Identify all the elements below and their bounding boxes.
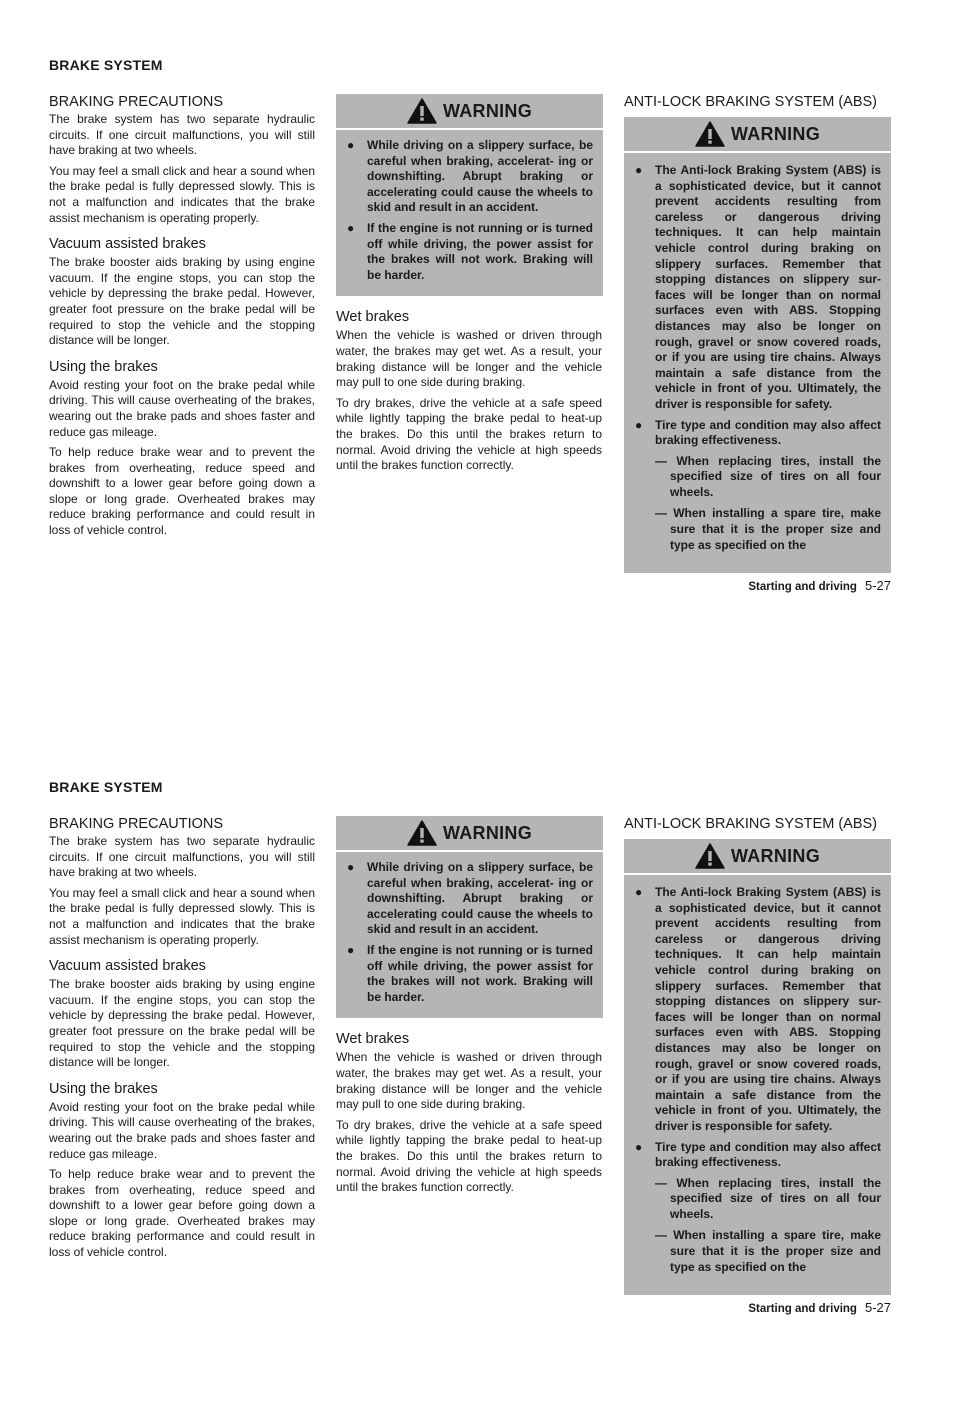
- warning-box: [336, 816, 603, 1018]
- paragraph: The brake booster aids braking by using engine vacuum. If the engine stops, you can stop the vehicle by depressing the brake pedal. However, greater foot pressure on the brake pedal will be required to stop the vehicle and the stopping distance will be longer.: [49, 255, 315, 348]
- braking-precautions-heading: BRAKING PRECAUTIONS: [49, 94, 224, 110]
- left-column: [49, 816, 315, 1266]
- warning-item-text: The Anti-lock Braking System (ABS) is a sophisticated device, but it cannot prevent accidents resulting from careless or dangerous driving techniques. It can help maintain vehicle control during braking on slippery surfaces. Remember that stopping distances on slippery sur- faces will be longer than on normal surfaces even with ABS. Stopping distances may also be longer on rough, gravel or snow covered roads, or if you are using tire chains. Always maintain a safe distance from the vehicle in front of you. Ultimately, the driver is responsible for safety.: [655, 163, 881, 411]
- manual-page-top: [0, 40, 954, 700]
- warning-subitem: — When installing a spare tire, make sure that it is the proper size and type as specified on the: [655, 506, 881, 552]
- warning-header: [624, 117, 891, 153]
- warning-header: [336, 94, 603, 130]
- abs-heading: ANTI-LOCK BRAKING SYSTEM (ABS): [624, 94, 877, 110]
- warning-item: [634, 418, 881, 449]
- chapter-name: Starting and driving: [748, 581, 857, 593]
- paragraph: To dry brakes, drive the vehicle at a safe speed while lightly tapping the brake pedal to heat-up the brakes. Do this until the brakes return to normal. Avoid driving the vehicle at high speeds until the brakes function correctly.: [336, 395, 602, 473]
- bullet: ●: [635, 163, 643, 177]
- warning-list: [336, 130, 603, 296]
- section-title: BRAKE SYSTEM: [49, 57, 163, 73]
- warning-item-text: Tire type and condition may also affect braking effectiveness.: [655, 1139, 881, 1170]
- paragraph: When the vehicle is washed or driven through water, the brakes may get wet. As a result, your braking distance will be longer and the vehicle may pull to one side during braking.: [336, 1050, 602, 1112]
- warning-label: WARNING: [442, 100, 533, 121]
- chapter-name: Starting and driving: [748, 1303, 857, 1315]
- middle-column: [336, 816, 602, 1201]
- paragraph: Avoid resting your foot on the brake pedal while driving. This will cause overheating of the brakes, wearing out the brake pads and shoes faster and reduce gas mileage.: [49, 377, 315, 439]
- warning-item-text: While driving on a slippery surface, be careful when braking, accelerat- ing or downshifting. Abrupt braking or accelerating could cause the wheels to skid and result in an accident.: [367, 138, 593, 215]
- right-column: [624, 94, 890, 573]
- page-footer: [748, 1300, 891, 1315]
- vacuum-brakes-heading: Vacuum assisted brakes: [49, 236, 206, 253]
- using-brakes-heading: Using the brakes: [49, 358, 158, 375]
- paragraph: The brake system has two separate hydraulic circuits. If one circuit malfunctions, you will still have braking at two wheels.: [49, 112, 315, 158]
- warning-subitem: — When replacing tires, install the specified size of tires on all four wheels.: [655, 1175, 881, 1221]
- warning-item-text: While driving on a slippery surface, be careful when braking, accelerat- ing or downshifting. Abrupt braking or accelerating could cause the wheels to skid and result in an accident.: [367, 860, 593, 937]
- warning-item: [346, 138, 593, 216]
- warning-subitem: — When installing a spare tire, make sure that it is the proper size and type as specified on the: [655, 1228, 881, 1274]
- warning-triangle-icon: [695, 121, 725, 147]
- warning-subitem: — When replacing tires, install the specified size of tires on all four wheels.: [655, 453, 881, 499]
- page-number: 5-27: [864, 1300, 891, 1315]
- middle-column: [336, 94, 602, 479]
- bullet: ●: [635, 885, 643, 899]
- warning-item-text: The Anti-lock Braking System (ABS) is a sophisticated device, but it cannot prevent accidents resulting from careless or dangerous driving techniques. It can help maintain vehicle control during braking on slippery surfaces. Remember that stopping distances on slippery sur- faces will be longer than on normal surfaces even with ABS. Stopping distances may also be longer on rough, gravel or snow covered roads, or if you are using tire chains. Always maintain a safe distance from the vehicle in front of you. Ultimately, the driver is responsible for safety.: [655, 885, 881, 1133]
- abs-warning-box: [624, 117, 891, 573]
- warning-item-text: Tire type and condition may also affect braking effectiveness.: [655, 417, 881, 448]
- warning-item: [346, 860, 593, 938]
- vacuum-brakes-heading: Vacuum assisted brakes: [49, 958, 206, 975]
- paragraph: To help reduce brake wear and to prevent the brakes from overheating, reduce speed and downshift to a lower gear before going down a slope or long grade. Overheated brakes may reduce braking performance and could result in loss of vehicle control.: [49, 445, 315, 538]
- warning-item: [634, 163, 881, 413]
- braking-precautions-heading: BRAKING PRECAUTIONS: [49, 816, 224, 832]
- abs-heading: ANTI-LOCK BRAKING SYSTEM (ABS): [624, 816, 877, 832]
- bullet: ●: [635, 1139, 643, 1154]
- warning-header: [624, 839, 891, 875]
- warning-item: [634, 1140, 881, 1171]
- warning-item: [346, 221, 593, 283]
- warning-triangle-icon: [407, 820, 437, 846]
- warning-label: WARNING: [730, 123, 821, 144]
- paragraph: You may feel a small click and hear a sound when the brake pedal is fully depressed slowly. This is not a malfunction and indicates that the brake assist mechanism is operating properly.: [49, 885, 315, 947]
- wet-brakes-heading: Wet brakes: [336, 309, 410, 326]
- paragraph: The brake booster aids braking by using engine vacuum. If the engine stops, you can stop the vehicle by depressing the brake pedal. However, greater foot pressure on the brake pedal will be required to stop the vehicle and the stopping distance will be longer.: [49, 977, 315, 1070]
- paragraph: The brake system has two separate hydraulic circuits. If one circuit malfunctions, you will still have braking at two wheels.: [49, 834, 315, 880]
- warning-item-text: If the engine is not running or is turned off while driving, the power assist for the brakes will not work. Braking will be harder.: [367, 220, 593, 282]
- paragraph: To dry brakes, drive the vehicle at a safe speed while lightly tapping the brake pedal to heat-up the brakes. Do this until the brakes return to normal. Avoid driving the vehicle at high speeds until the brakes function correctly.: [336, 1117, 602, 1195]
- warning-triangle-icon: [407, 98, 437, 124]
- warning-item: [346, 943, 593, 1005]
- warning-triangle-icon: [695, 843, 725, 869]
- warning-list: [336, 852, 603, 1018]
- warning-item-text: If the engine is not running or is turned off while driving, the power assist for the brakes will not work. Braking will be harder.: [367, 942, 593, 1004]
- abs-warning-box: [624, 839, 891, 1295]
- manual-page-bottom: [0, 762, 954, 1422]
- bullet: ●: [347, 220, 355, 235]
- section-title: BRAKE SYSTEM: [49, 779, 163, 795]
- using-brakes-heading: Using the brakes: [49, 1080, 158, 1097]
- right-column: [624, 816, 890, 1295]
- warning-list: [624, 875, 891, 1289]
- bullet: ●: [347, 860, 355, 874]
- warning-label: WARNING: [730, 845, 821, 866]
- bullet: ●: [347, 942, 355, 957]
- left-column: [49, 94, 315, 544]
- warning-header: [336, 816, 603, 852]
- warning-item: [634, 885, 881, 1135]
- paragraph: Avoid resting your foot on the brake pedal while driving. This will cause overheating of the brakes, wearing out the brake pads and shoes faster and reduce gas mileage.: [49, 1099, 315, 1161]
- page-number: 5-27: [864, 578, 891, 593]
- warning-box: [336, 94, 603, 296]
- page-footer: [748, 578, 891, 593]
- bullet: ●: [347, 138, 355, 152]
- wet-brakes-heading: Wet brakes: [336, 1031, 410, 1048]
- warning-list: [624, 153, 891, 567]
- paragraph: To help reduce brake wear and to prevent the brakes from overheating, reduce speed and downshift to a lower gear before going down a slope or long grade. Overheated brakes may reduce braking performance and could result in loss of vehicle control.: [49, 1167, 315, 1260]
- paragraph: You may feel a small click and hear a sound when the brake pedal is fully depressed slowly. This is not a malfunction and indicates that the brake assist mechanism is operating properly.: [49, 163, 315, 225]
- paragraph: When the vehicle is washed or driven through water, the brakes may get wet. As a result, your braking distance will be longer and the vehicle may pull to one side during braking.: [336, 328, 602, 390]
- bullet: ●: [635, 417, 643, 432]
- warning-label: WARNING: [442, 822, 533, 843]
